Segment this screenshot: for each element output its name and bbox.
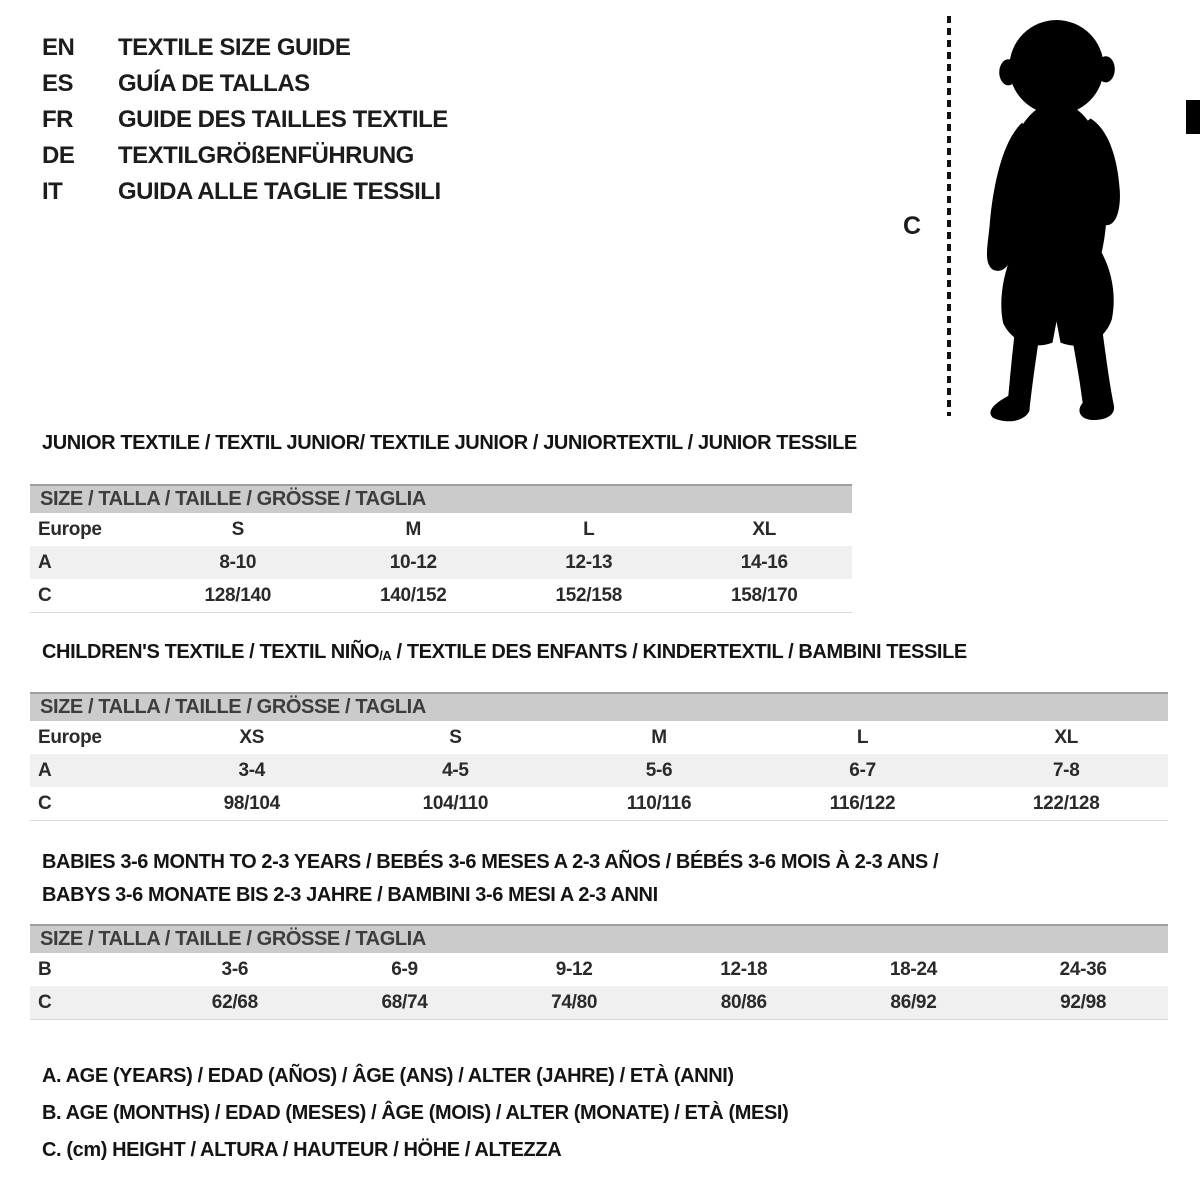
children-title-pre: CHILDREN'S TEXTILE / TEXTIL NIÑO (42, 641, 380, 663)
value-cell: 158/170 (677, 579, 853, 613)
language-title: GUÍA DE TALLAS (118, 70, 310, 97)
table-row (30, 721, 1168, 754)
babies-title-line2: BABYS 3-6 MONATE BIS 2-3 JAHRE / BAMBINI 3-6 MESI A 2-3 ANNI (42, 884, 658, 906)
value-cell: 104/110 (354, 787, 558, 821)
size-cell: S (231, 518, 244, 540)
babies-title-line1: BABIES 3-6 MONTH TO 2-3 YEARS / BEBÉS 3-6 MESES A 2-3 AÑOS / BÉBÉS 3-6 MOIS À 2-3 ANS / (42, 851, 939, 873)
size-cell: M (405, 518, 422, 540)
size-header-bar: SIZE / TALLA / TAILLE / GRÖSSE / TAGLIA (30, 692, 1168, 721)
table-row (30, 546, 852, 579)
language-row-de (42, 138, 448, 174)
language-code: ES (42, 70, 74, 97)
value-cell: 8-10 (150, 546, 326, 579)
value-cell: 98/104 (150, 787, 354, 821)
row-label: C (30, 787, 150, 821)
value-cell: 18-24 (889, 958, 937, 980)
size-cell: M (651, 726, 667, 748)
language-row-fr (42, 102, 448, 138)
value-cell: 4-5 (354, 754, 558, 787)
value-cell: 3-4 (150, 754, 354, 787)
value-cell: 116/122 (761, 787, 965, 821)
size-cell: L (583, 518, 595, 540)
size-header-bar: SIZE / TALLA / TAILLE / GRÖSSE / TAGLIA (30, 924, 1168, 953)
height-dashed-line (947, 16, 951, 416)
value-cell: 152/158 (501, 579, 677, 613)
language-row-es (42, 66, 448, 102)
value-cell: 128/140 (150, 579, 326, 613)
row-label: A (30, 546, 150, 579)
table-row (30, 754, 1168, 787)
table-row (30, 513, 852, 546)
legend (42, 1058, 788, 1169)
value-cell: 5-6 (557, 754, 761, 787)
value-cell: 140/152 (326, 579, 502, 613)
babies-section-title (42, 846, 938, 912)
table-row (30, 986, 1168, 1020)
value-cell: 10-12 (326, 546, 502, 579)
height-measure-label: C (903, 212, 922, 240)
value-cell: 6-9 (391, 958, 418, 980)
table-row (30, 787, 1168, 821)
language-code: IT (42, 178, 63, 205)
row-label: Europe (38, 518, 102, 540)
legend-line-a: A. AGE (YEARS) / EDAD (AÑOS) / ÂGE (ANS) / ALTER (JAHRE) / ETÀ (ANNI) (42, 1065, 734, 1087)
size-cell: XS (239, 726, 265, 748)
language-code: FR (42, 106, 73, 133)
cropped-edge-fragment (1186, 100, 1200, 134)
babies-size-table (30, 924, 1168, 1020)
value-cell: 3-6 (221, 958, 249, 980)
children-title-post: / TEXTILE DES ENFANTS / KINDERTEXTIL / BAMBINI TESSILE (391, 641, 967, 663)
language-code: EN (42, 34, 75, 61)
language-title: GUIDA ALLE TAGLIE TESSILI (118, 178, 441, 205)
row-label: A (30, 754, 150, 787)
row-label: Europe (38, 726, 102, 748)
baby-silhouette-image (962, 10, 1147, 422)
legend-line-c: C. (cm) HEIGHT / ALTURA / HAUTEUR / HÖHE / ALTEZZA (42, 1139, 562, 1161)
size-header-bar: SIZE / TALLA / TAILLE / GRÖSSE / TAGLIA (30, 484, 852, 513)
language-title-block (42, 30, 448, 210)
language-title: TEXTILE SIZE GUIDE (118, 34, 351, 61)
language-row-en (42, 30, 448, 66)
value-cell: 110/116 (557, 787, 761, 821)
language-title: TEXTILGRÖßENFÜHRUNG (118, 142, 414, 169)
value-cell: 24-36 (1059, 958, 1107, 980)
children-section-title (42, 641, 967, 664)
value-cell: 68/74 (320, 986, 490, 1020)
language-row-it (42, 174, 448, 210)
value-cell: 62/68 (150, 986, 320, 1020)
junior-size-table (30, 484, 852, 613)
value-cell: 92/98 (998, 986, 1168, 1020)
value-cell: 122/128 (964, 787, 1168, 821)
value-cell: 80/86 (659, 986, 829, 1020)
value-cell: 6-7 (761, 754, 965, 787)
value-cell: 14-16 (677, 546, 853, 579)
value-cell: 9-12 (555, 958, 593, 980)
table-row (30, 579, 852, 613)
value-cell: 7-8 (964, 754, 1168, 787)
language-code: DE (42, 142, 75, 169)
size-cell: XL (1054, 726, 1079, 748)
value-cell: 74/80 (489, 986, 659, 1020)
row-label: C (30, 986, 150, 1020)
size-cell: L (856, 726, 869, 748)
size-cell: S (449, 726, 462, 748)
value-cell: 12-13 (501, 546, 677, 579)
children-size-table (30, 692, 1168, 821)
junior-section-title: JUNIOR TEXTILE / TEXTIL JUNIOR/ TEXTILE JUNIOR / JUNIORTEXTIL / JUNIOR TESSILE (42, 432, 857, 454)
row-label: C (30, 579, 150, 613)
size-cell: XL (752, 518, 777, 540)
language-title: GUIDE DES TAILLES TEXTILE (118, 106, 448, 133)
table-row (30, 953, 1168, 986)
row-label: B (38, 958, 52, 980)
legend-line-b: B. AGE (MONTHS) / EDAD (MESES) / ÂGE (MOIS) / ALTER (MONATE) / ETÀ (MESI) (42, 1102, 789, 1124)
children-title-subscript: /A (379, 648, 392, 663)
value-cell: 12-18 (720, 958, 768, 980)
value-cell: 86/92 (829, 986, 999, 1020)
